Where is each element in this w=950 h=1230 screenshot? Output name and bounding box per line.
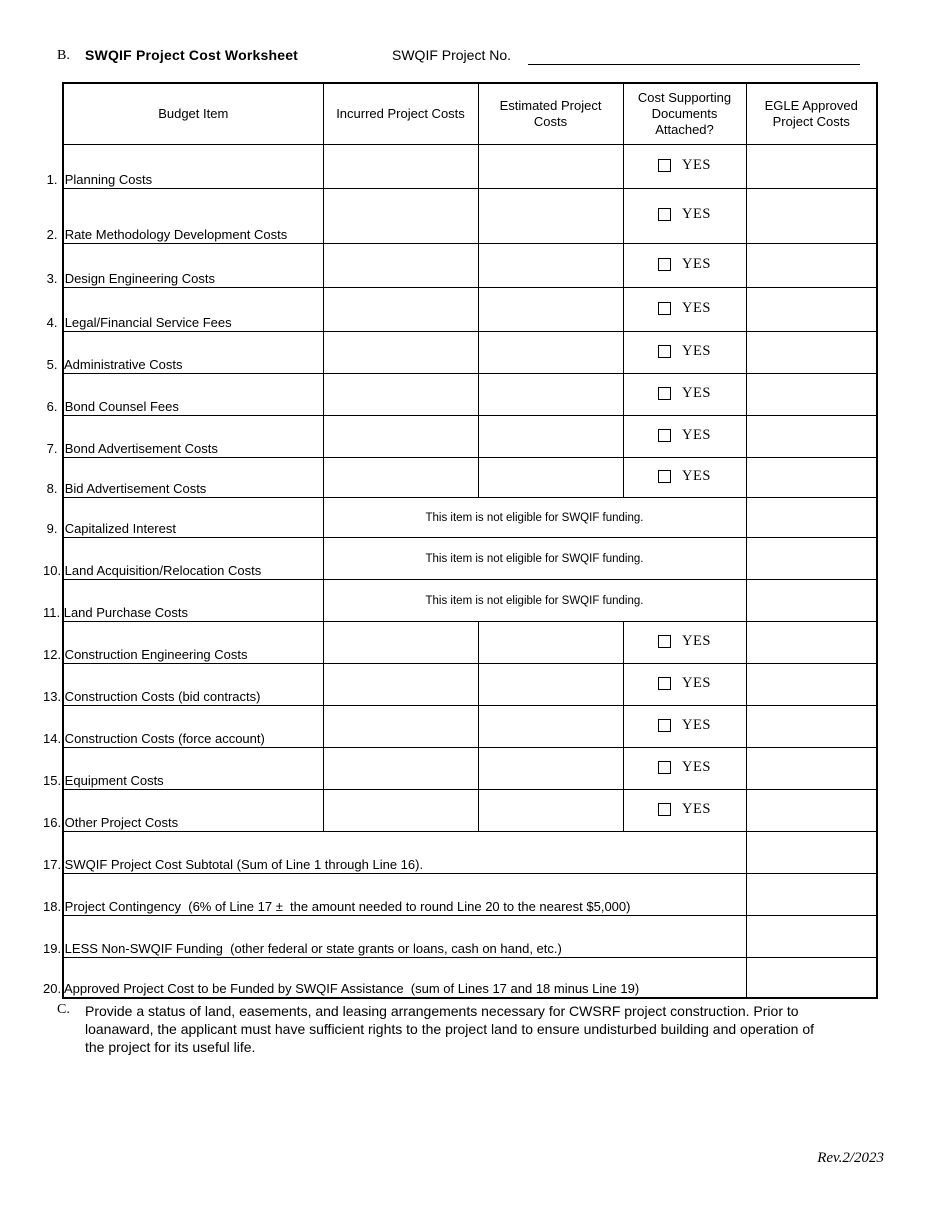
- yes-checkbox-group: [658, 675, 711, 692]
- yes-checkbox[interactable]: [658, 429, 671, 442]
- table-row: [63, 832, 877, 874]
- yes-checkbox[interactable]: [658, 677, 671, 690]
- table-row: [63, 416, 877, 458]
- section-c-label: C.: [57, 1002, 70, 1017]
- incurred-cost-cell[interactable]: [323, 458, 478, 498]
- yes-label: YES: [682, 342, 711, 359]
- table-row: [63, 288, 877, 332]
- col-header-estimated-costs: Estimated Project Costs: [478, 83, 623, 145]
- yes-checkbox[interactable]: [658, 159, 671, 172]
- incurred-cost-cell[interactable]: [323, 244, 478, 288]
- egle-cost-cell[interactable]: [746, 332, 877, 374]
- budget-item-label: 13. Construction Costs (bid contracts): [63, 664, 323, 706]
- table-row: [63, 244, 877, 288]
- yes-checkbox-group: [658, 256, 711, 273]
- budget-item-label: 14. Construction Costs (force account): [63, 706, 323, 748]
- incurred-cost-cell[interactable]: [323, 288, 478, 332]
- table-row: [63, 748, 877, 790]
- col-header-egle-approved: EGLE Approved Project Costs: [746, 83, 877, 145]
- cost-worksheet-table: [43, 82, 878, 999]
- estimated-cost-cell[interactable]: [478, 416, 623, 458]
- docs-attached-cell: [623, 416, 746, 458]
- docs-attached-cell: [623, 790, 746, 832]
- egle-cost-cell[interactable]: [746, 498, 877, 538]
- docs-attached-cell: [623, 374, 746, 416]
- budget-item-label: 8. Bid Advertisement Costs: [63, 458, 323, 498]
- egle-cost-cell[interactable]: [746, 145, 877, 189]
- yes-label: YES: [682, 384, 711, 401]
- yes-checkbox[interactable]: [658, 258, 671, 271]
- docs-attached-cell: [623, 189, 746, 244]
- yes-label: YES: [682, 758, 711, 775]
- estimated-cost-cell[interactable]: [478, 748, 623, 790]
- summary-row-label: 19. LESS Non-SWQIF Funding (other federal or state grants or loans, cash on hand, etc.): [63, 916, 746, 958]
- docs-attached-cell: [623, 244, 746, 288]
- yes-checkbox-group: [658, 157, 711, 174]
- yes-checkbox[interactable]: [658, 345, 671, 358]
- yes-checkbox-group: [658, 468, 711, 485]
- yes-checkbox[interactable]: [658, 803, 671, 816]
- yes-label: YES: [682, 299, 711, 316]
- page-title: SWQIF Project Cost Worksheet: [85, 47, 299, 63]
- yes-checkbox[interactable]: [658, 635, 671, 648]
- yes-checkbox[interactable]: [658, 761, 671, 774]
- yes-checkbox-group: [658, 759, 711, 776]
- table-row: [63, 874, 877, 916]
- estimated-cost-cell[interactable]: [478, 622, 623, 664]
- budget-item-label: 3. Design Engineering Costs: [63, 244, 323, 288]
- budget-item-label: 15. Equipment Costs: [63, 748, 323, 790]
- incurred-cost-cell[interactable]: [323, 706, 478, 748]
- yes-checkbox-group: [658, 717, 711, 734]
- egle-cost-cell[interactable]: [746, 622, 877, 664]
- yes-label: YES: [682, 255, 711, 272]
- docs-attached-cell: [623, 748, 746, 790]
- incurred-cost-cell[interactable]: [323, 664, 478, 706]
- incurred-cost-cell[interactable]: [323, 416, 478, 458]
- incurred-cost-cell[interactable]: [323, 748, 478, 790]
- yes-checkbox-group: [658, 206, 711, 223]
- egle-cost-cell[interactable]: [746, 958, 877, 998]
- table-row: [63, 790, 877, 832]
- yes-checkbox[interactable]: [658, 719, 671, 732]
- egle-cost-cell[interactable]: [746, 458, 877, 498]
- yes-checkbox-group: [658, 343, 711, 360]
- budget-item-label: 12. Construction Engineering Costs: [63, 622, 323, 664]
- not-eligible-note: This item is not eligible for SWQIF funding.: [323, 580, 746, 622]
- col-header-budget-item: Budget Item: [63, 83, 323, 145]
- budget-item-label: 16. Other Project Costs: [63, 790, 323, 832]
- budget-item-label: 11. Land Purchase Costs: [63, 580, 323, 622]
- estimated-cost-cell[interactable]: [478, 145, 623, 189]
- not-eligible-note: This item is not eligible for SWQIF funding.: [323, 498, 746, 538]
- yes-label: YES: [682, 800, 711, 817]
- yes-checkbox[interactable]: [658, 302, 671, 315]
- not-eligible-note: This item is not eligible for SWQIF funding.: [323, 538, 746, 580]
- table-row: [63, 916, 877, 958]
- table-row: [63, 622, 877, 664]
- estimated-cost-cell[interactable]: [478, 790, 623, 832]
- section-c-text: Provide a status of land, easements, and leasing arrangements necessary for CWSRF project construction. Prior to loanaward, the applicant must have sufficient rights to the project land to ensure undisturbed building and operation of the project for its useful life.: [85, 1003, 814, 1055]
- col-header-incurred-costs: Incurred Project Costs: [323, 83, 478, 145]
- yes-checkbox[interactable]: [658, 470, 671, 483]
- budget-item-label: 7. Bond Advertisement Costs: [63, 416, 323, 458]
- estimated-cost-cell[interactable]: [478, 458, 623, 498]
- docs-attached-cell: [623, 706, 746, 748]
- incurred-cost-cell[interactable]: [323, 374, 478, 416]
- budget-item-label: 6. Bond Counsel Fees: [63, 374, 323, 416]
- table-row: [63, 958, 877, 998]
- budget-item-label: 9. Capitalized Interest: [63, 498, 323, 538]
- estimated-cost-cell[interactable]: [478, 374, 623, 416]
- table-row: [63, 145, 877, 189]
- yes-checkbox-group: [658, 427, 711, 444]
- estimated-cost-cell[interactable]: [478, 288, 623, 332]
- egle-cost-cell[interactable]: [746, 244, 877, 288]
- yes-checkbox-group: [658, 300, 711, 317]
- summary-row-label: 18. Project Contingency (6% of Line 17 ± the amount needed to round Line 20 to the nearest $5,000): [63, 874, 746, 916]
- yes-checkbox[interactable]: [658, 208, 671, 221]
- budget-item-label: 4. Legal/Financial Service Fees: [63, 288, 323, 332]
- yes-checkbox-group: [658, 801, 711, 818]
- yes-label: YES: [682, 632, 711, 649]
- table-row: [63, 332, 877, 374]
- egle-cost-cell[interactable]: [746, 664, 877, 706]
- table-row: [63, 580, 877, 622]
- incurred-cost-cell[interactable]: [323, 332, 478, 374]
- yes-label: YES: [682, 156, 711, 173]
- egle-cost-cell[interactable]: [746, 874, 877, 916]
- summary-row-label: 20. Approved Project Cost to be Funded by SWQIF Assistance (sum of Lines 17 and 18 minus Line 19): [63, 958, 746, 998]
- egle-cost-cell[interactable]: [746, 790, 877, 832]
- egle-cost-cell[interactable]: [746, 374, 877, 416]
- estimated-cost-cell[interactable]: [478, 706, 623, 748]
- estimated-cost-cell[interactable]: [478, 244, 623, 288]
- egle-cost-cell[interactable]: [746, 416, 877, 458]
- project-no-label: SWQIF Project No.: [392, 47, 512, 63]
- table-row: [63, 706, 877, 748]
- docs-attached-cell: [623, 145, 746, 189]
- table-row: [63, 664, 877, 706]
- docs-attached-cell: [623, 332, 746, 374]
- table-row: [63, 189, 877, 244]
- incurred-cost-cell[interactable]: [323, 790, 478, 832]
- egle-cost-cell[interactable]: [746, 916, 877, 958]
- yes-checkbox-group: [658, 385, 711, 402]
- estimated-cost-cell[interactable]: [478, 332, 623, 374]
- budget-item-label: 10. Land Acquisition/Relocation Costs: [63, 538, 323, 580]
- egle-cost-cell[interactable]: [746, 832, 877, 874]
- egle-cost-cell[interactable]: [746, 288, 877, 332]
- estimated-cost-cell[interactable]: [478, 189, 623, 244]
- egle-cost-cell[interactable]: [746, 748, 877, 790]
- budget-item-label: 2. Rate Methodology Development Costs: [63, 189, 323, 244]
- docs-attached-cell: [623, 664, 746, 706]
- yes-checkbox-group: [658, 633, 711, 650]
- table-row: [63, 458, 877, 498]
- incurred-cost-cell[interactable]: [323, 189, 478, 244]
- table-row: [63, 374, 877, 416]
- budget-item-label: 1. Planning Costs: [63, 145, 323, 189]
- table-header-row: [63, 83, 877, 145]
- yes-label: YES: [682, 206, 711, 222]
- table-row: [63, 498, 877, 538]
- summary-row-label: 17. SWQIF Project Cost Subtotal (Sum of Line 1 through Line 16).: [63, 832, 746, 874]
- docs-attached-cell: [623, 458, 746, 498]
- egle-cost-cell[interactable]: [746, 706, 877, 748]
- incurred-cost-cell[interactable]: [323, 622, 478, 664]
- docs-attached-cell: [623, 288, 746, 332]
- egle-cost-cell[interactable]: [746, 189, 877, 244]
- project-no-input[interactable]: [528, 49, 860, 65]
- docs-attached-cell: [623, 622, 746, 664]
- estimated-cost-cell[interactable]: [478, 664, 623, 706]
- col-header-docs-attached: Cost Supporting Documents Attached?: [623, 83, 746, 145]
- yes-checkbox[interactable]: [658, 387, 671, 400]
- revision-label: Rev.2/2023: [817, 1150, 884, 1166]
- section-b-label: B.: [57, 48, 70, 63]
- yes-label: YES: [682, 716, 711, 733]
- yes-label: YES: [682, 674, 711, 691]
- egle-cost-cell[interactable]: [746, 538, 877, 580]
- table-row: [63, 538, 877, 580]
- incurred-cost-cell[interactable]: [323, 145, 478, 189]
- yes-label: YES: [682, 426, 711, 443]
- yes-label: YES: [682, 467, 711, 484]
- budget-item-label: 5. Administrative Costs: [63, 332, 323, 374]
- egle-cost-cell[interactable]: [746, 580, 877, 622]
